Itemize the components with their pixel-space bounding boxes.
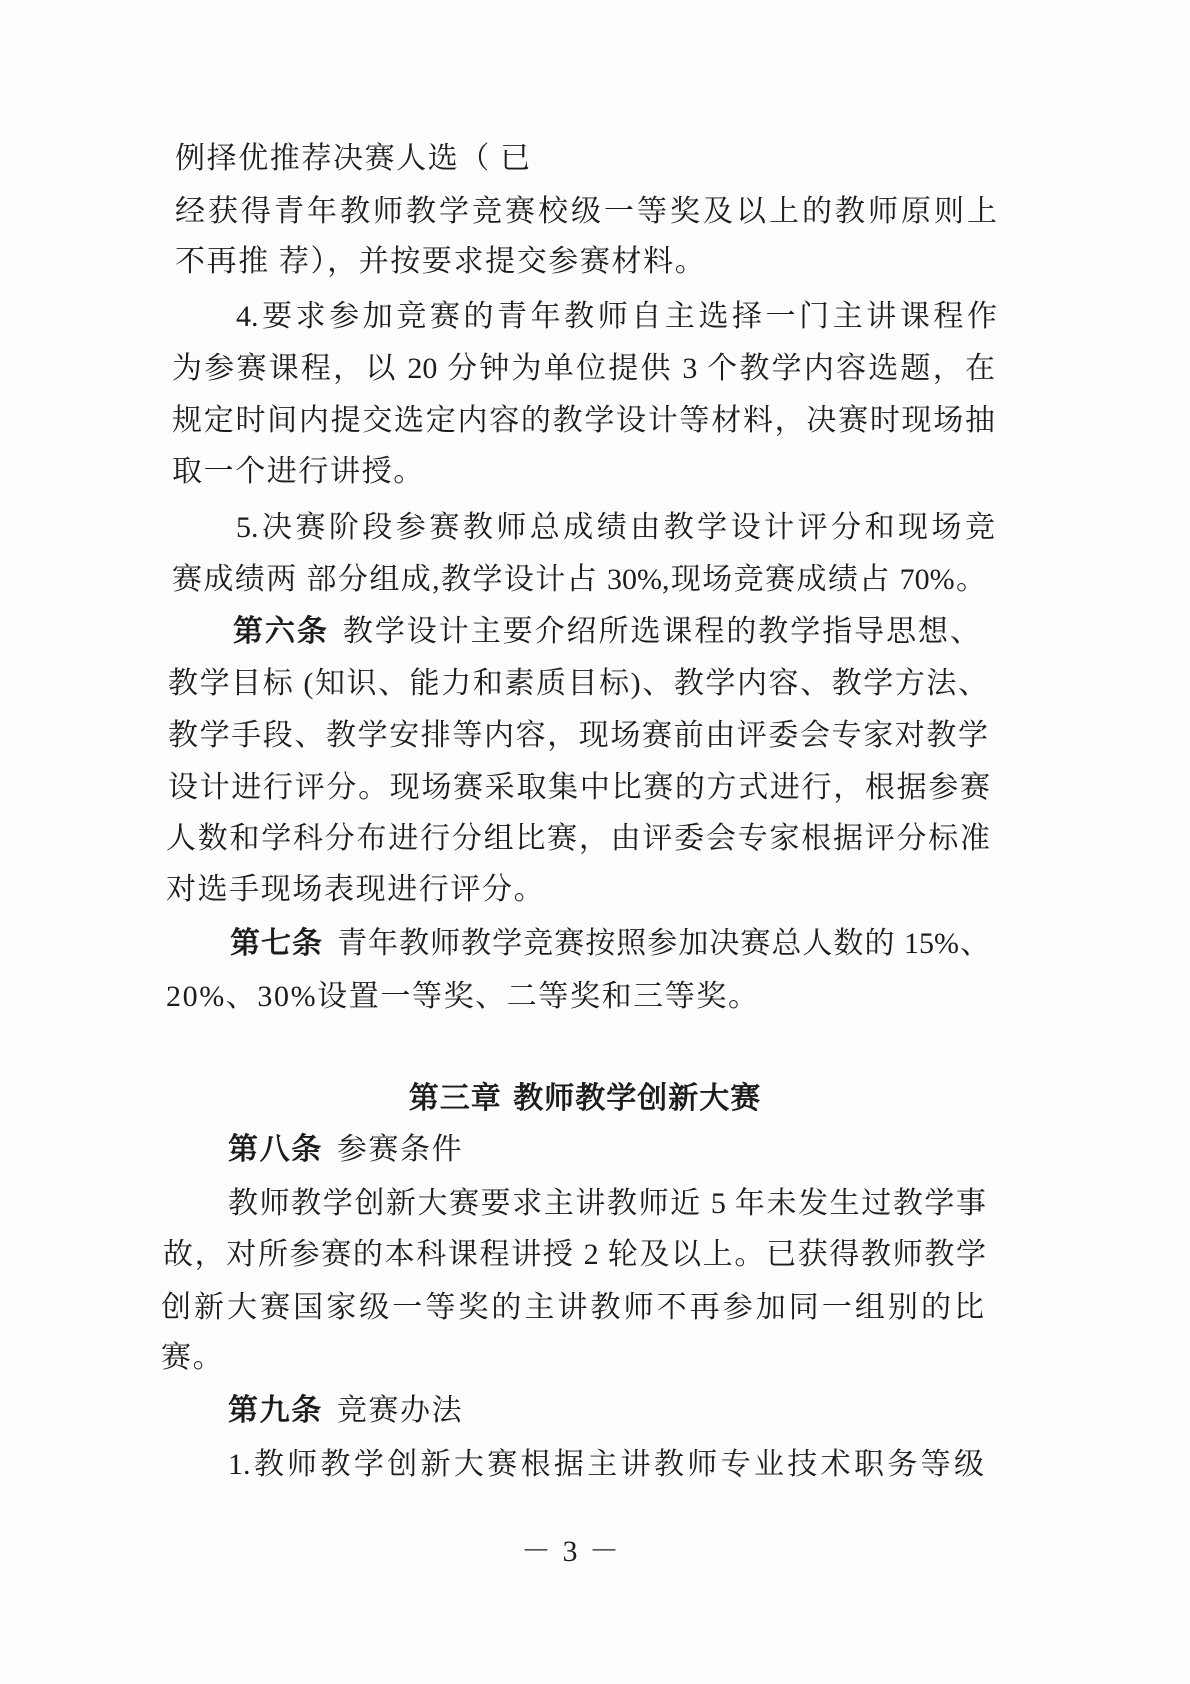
article-text: 竞赛办法	[336, 1394, 464, 1427]
text-line: 为参赛课程，以 20 分钟为单位提供 3 个教学内容选题，在	[172, 352, 995, 385]
text-line: 4.要求参加竞赛的青年教师自主选择一门主讲课程作	[236, 300, 997, 333]
chapter-title: 第三章 教师教学创新大赛	[408, 1081, 762, 1116]
article-text: 参赛条件	[336, 1133, 464, 1166]
article-label: 第六条	[233, 614, 329, 649]
article-label: 第七条	[230, 926, 324, 961]
text-line: 20%、30%设置一等奖、二等奖和三等奖。	[166, 980, 760, 1013]
text-line: 5.决赛阶段参赛教师总成绩由教学设计评分和现场竞	[236, 511, 995, 544]
article-label: 第八条	[228, 1132, 323, 1167]
text-line: 设计进行评分。现场赛采取集中比赛的方式进行，根据参赛	[168, 771, 990, 804]
article-6-line	[233, 612, 980, 652]
article-8-line	[228, 1130, 463, 1170]
article-9-line	[228, 1391, 463, 1431]
text-line: 取一个进行讲授。	[172, 455, 425, 488]
text-line: 教学手段、教学安排等内容，现场赛前由评委会专家对教学	[168, 719, 988, 752]
text-line: 1.教师教学创新大赛根据主讲教师专业技术职务等级	[228, 1448, 984, 1481]
text-line: 赛。	[161, 1341, 225, 1374]
text-line: 对选手现场表现进行评分。	[166, 873, 546, 906]
text-line: 人数和学科分布进行分组比赛，由评委会专家根据评分标准	[166, 822, 990, 855]
text-line: 教学目标 (知识、能力和素质目标)、教学内容、教学方法、	[168, 667, 988, 700]
text-line: 经获得青年教师教学竞赛校级一等奖及以上的教师原则上	[175, 195, 997, 228]
article-text: 教学设计主要介绍所选课程的教学指导思想、	[342, 615, 981, 648]
text-line: 创新大赛国家级一等奖的主讲教师不再参加同一组别的比	[161, 1291, 984, 1324]
text-line: 例择优推荐决赛人选（ 已	[175, 142, 532, 175]
text-line: 赛成绩两 部分组成,教学设计占 30%,现场竞赛成绩占 70%。	[172, 563, 986, 596]
text-line: 故，对所参赛的本科课程讲授 2 轮及以上。已获得教师教学	[163, 1238, 986, 1271]
page-number: － 3 －	[521, 1535, 621, 1568]
article-7-line	[230, 924, 990, 964]
text-line: 教师教学创新大赛要求主讲教师近 5 年未发生过教学事	[228, 1187, 986, 1220]
text-line: 规定时间内提交选定内容的教学设计等材料，决赛时现场抽	[172, 404, 995, 437]
text-line: 不再推 荐），并按要求提交参赛材料。	[175, 245, 707, 278]
article-text: 青年教师教学竞赛按照参加决赛总人数的 15%、	[337, 927, 991, 960]
article-label: 第九条	[228, 1393, 323, 1428]
